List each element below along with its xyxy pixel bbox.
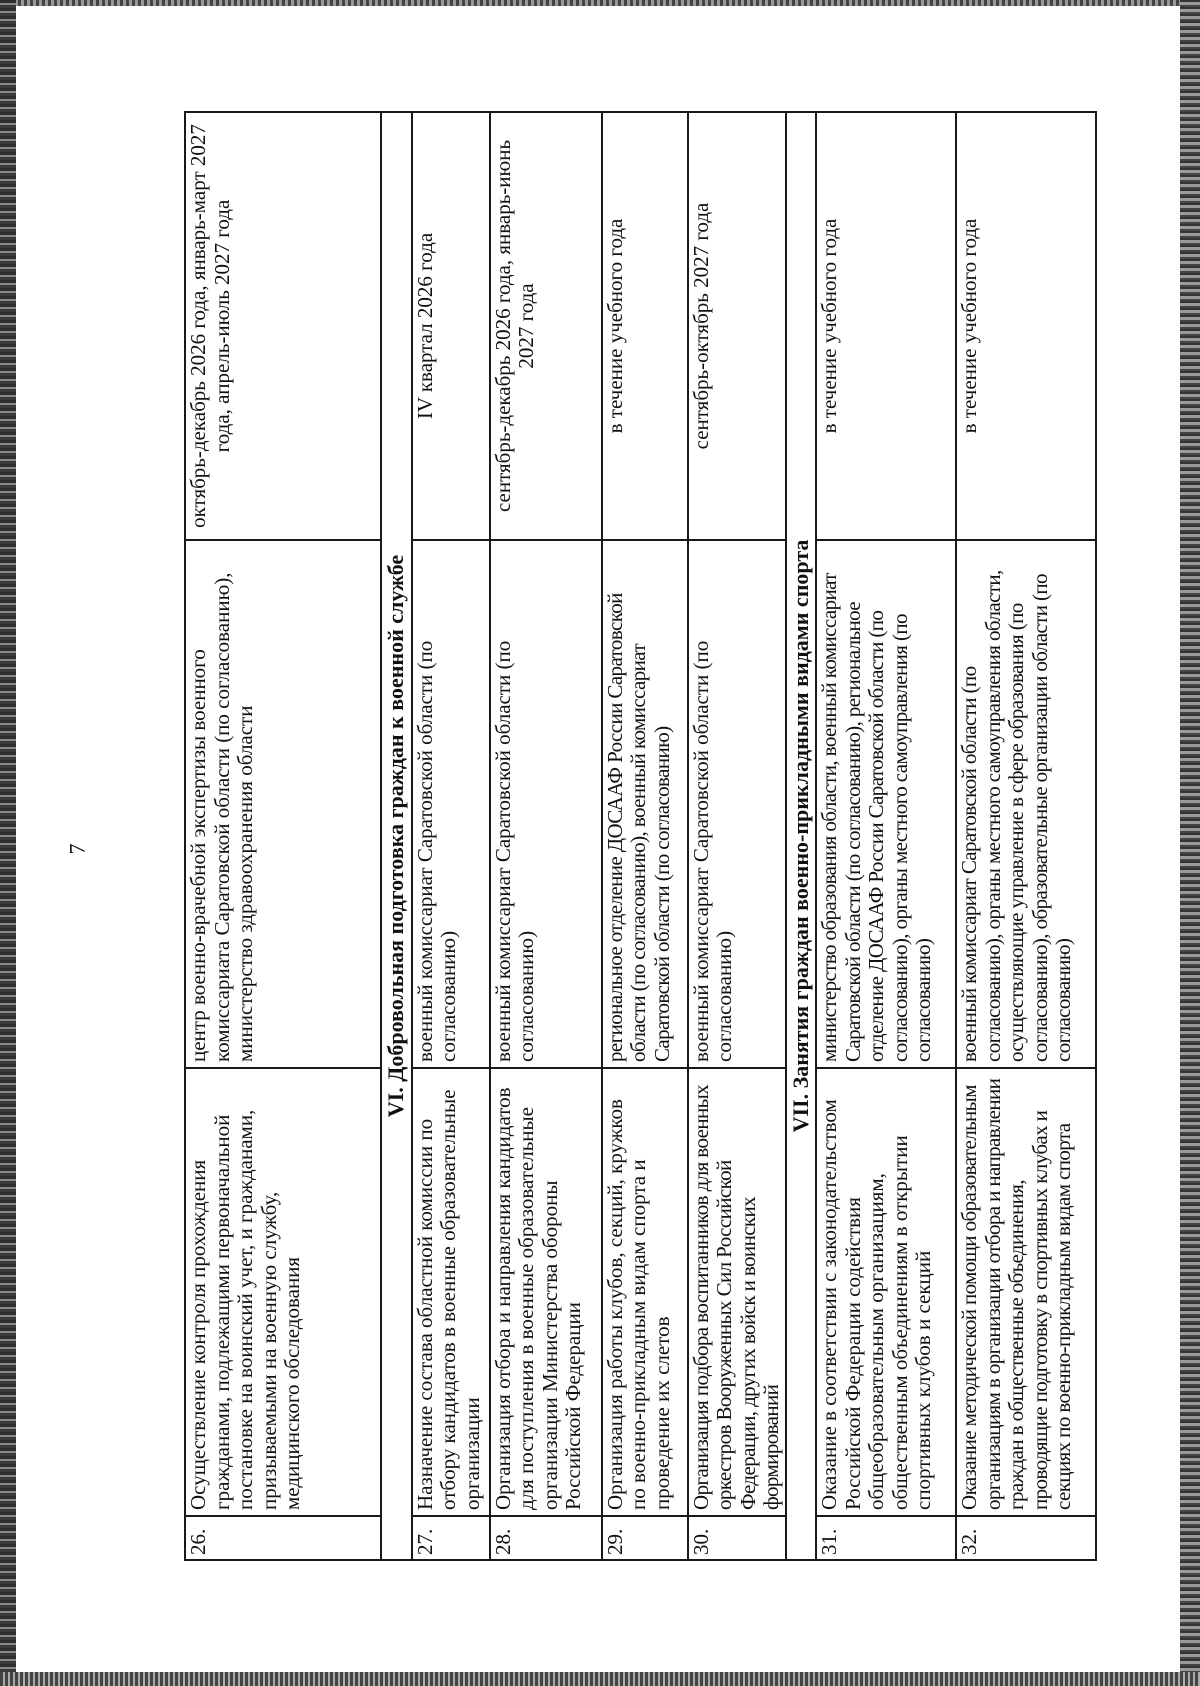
term-cell: сентябрь-декабрь 2026 года, январь-июнь 2027 года <box>490 112 602 540</box>
scan-edge-right <box>1180 0 1200 1686</box>
page-number: 7 <box>64 843 90 855</box>
table-row <box>490 112 602 1560</box>
row-number: 28. <box>490 1516 602 1560</box>
executor-cell: военный комиссариат Саратовской области (по согласованию) <box>688 540 786 1068</box>
table-row <box>602 112 688 1560</box>
table-row <box>185 112 381 1560</box>
executor-cell: военный комиссариат Саратовской области (по согласованию) <box>490 540 602 1068</box>
row-number: 31. <box>816 1516 956 1560</box>
action-cell: Организация подбора воспитанников для военных оркестров Вооруженных Сил Российской Федерации, других войск и воинских формирований <box>688 1068 786 1516</box>
executor-cell: военный комиссариат Саратовской области (по согласованию) <box>412 540 490 1068</box>
executor-cell: военный комиссариат Саратовской области (по согласованию), органы местного самоуправления области, осуществляющие управление в сфере образования (по согласованию), образовательные организации области (по согласованию) <box>956 540 1096 1068</box>
section-title: VII. Занятия граждан военно-прикладными видами спорта <box>786 112 817 1560</box>
row-number: 30. <box>688 1516 786 1560</box>
table-row <box>816 112 956 1560</box>
row-number: 32. <box>956 1516 1096 1560</box>
section-row <box>381 112 412 1560</box>
table-row <box>688 112 786 1560</box>
scan-edge-left <box>0 0 16 1686</box>
term-cell: IV квартал 2026 года <box>412 112 490 540</box>
action-cell: Оказание в соответствии с законодательством Российской Федерации содействия общеобразовательным организациям, общественным объединениям в открытии спортивных клубов и секций <box>816 1068 956 1516</box>
row-number: 29. <box>602 1516 688 1560</box>
section-title: VI. Добровольная подготовка граждан к военной службе <box>381 112 412 1560</box>
rotated-table-area <box>184 113 1106 1561</box>
row-number: 27. <box>412 1516 490 1560</box>
scan-edge-bottom <box>0 1672 1200 1686</box>
row-number: 26. <box>185 1516 381 1560</box>
table-row <box>956 112 1096 1560</box>
action-cell: Осуществление контроля прохождения гражданами, подлежащими первоначальной постановке на воинский учет, и гражданами, призываемыми на военную службу, медицинского обследования <box>185 1068 381 1516</box>
term-cell: октябрь-декабрь 2026 года, январь-март 2027 года, апрель-июль 2027 года <box>185 112 381 540</box>
executor-cell: министерство образования области, военный комиссариат Саратовской области (по согласованию), региональное отделение ДОСААФ России Саратовской области (по согласованию), органы местного самоуправления (по согласованию) <box>816 540 956 1068</box>
action-cell: Организация отбора и направления кандидатов для поступления в военные образовательные организации Министерства обороны Российской Федерации <box>490 1068 602 1516</box>
scan-edge-top <box>0 0 1200 6</box>
term-cell: в течение учебного года <box>602 112 688 540</box>
action-cell: Оказание методической помощи образовательным организациям в организации отбора и направлении граждан в общественные объединения, проводящие подготовку в спортивных клубах и секциях по военно-прикладным видам спорта <box>956 1068 1096 1516</box>
table-row <box>412 112 490 1560</box>
action-cell: Организация работы клубов, секций, кружков по военно-прикладным видам спорта и проведение их слетов <box>602 1068 688 1516</box>
action-cell: Назначение состава областной комиссии по отбору кандидатов в военные образовательные организации <box>412 1068 490 1516</box>
executor-cell: региональное отделение ДОСААФ России Саратовской области (по согласованию), военный комиссариат Саратовской области (по согласованию) <box>602 540 688 1068</box>
term-cell: в течение учебного года <box>956 112 1096 540</box>
plan-table <box>184 111 1097 1561</box>
term-cell: сентябрь-октябрь 2027 года <box>688 112 786 540</box>
executor-cell: центр военно-врачебной экспертизы военного комиссариата Саратовской области (по согласованию), министерство здравоохранения области <box>185 540 381 1068</box>
term-cell: в течение учебного года <box>816 112 956 540</box>
section-row <box>786 112 817 1560</box>
